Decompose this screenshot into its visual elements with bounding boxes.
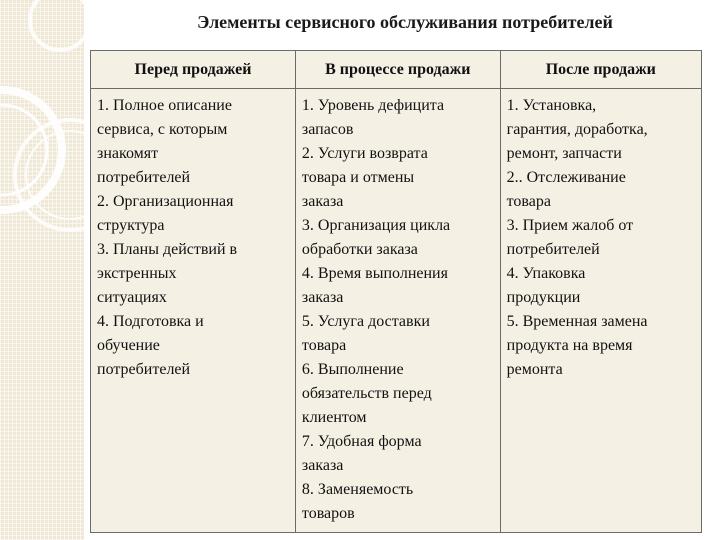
cell-line: 8. Заменяемость (301, 481, 414, 498)
cell-line: 5. Услуга доставки (301, 313, 430, 330)
cell-line: заказа (301, 457, 344, 474)
cell-line: ремонт, запчасти (506, 145, 622, 162)
column-header-before-sale: Перед продажей (91, 51, 296, 89)
cell-line: 7. Удобная форма (301, 433, 422, 450)
cell-line: товаров (301, 505, 355, 522)
cell-line: 3. Планы действий в (97, 241, 238, 258)
cell-line: 3. Организация цикла (301, 217, 451, 234)
cell-line: товара (301, 337, 347, 354)
cell-line: клиентом (301, 409, 367, 426)
cell-line: 1. Полное описание (97, 97, 232, 114)
cell-line: потребителей (97, 361, 191, 378)
cell-after-sale (500, 89, 701, 533)
cell-line: гарантия, доработка, (506, 121, 648, 138)
cell-line: 5. Временная замена (506, 313, 648, 330)
column-header-after-sale: После продажи (500, 51, 701, 89)
cell-line: потребителей (97, 169, 191, 186)
cell-line: продукта на время (506, 337, 633, 354)
cell-line: 1. Уровень дефицита (301, 97, 445, 114)
cell-line: экстренных (97, 265, 177, 282)
cell-line: ситуациях (97, 289, 167, 306)
table-row (91, 89, 702, 533)
cell-line: запасов (301, 121, 354, 138)
cell-line: обязательств перед (301, 385, 432, 402)
cell-during-sale (295, 89, 500, 533)
cell-line: 3. Прием жалоб от (506, 217, 634, 234)
cell-line: структура (97, 217, 165, 234)
cell-line: продукции (506, 289, 581, 306)
cell-line: 2.. Отслеживание (506, 169, 626, 186)
cell-line: сервиса, с которым (97, 121, 228, 138)
cell-line: 4. Время выполнения (301, 265, 448, 282)
cell-line: ремонта (506, 361, 563, 378)
cell-before-sale (91, 89, 296, 533)
decorative-left-strip (0, 0, 84, 540)
table-header-row (91, 51, 702, 89)
cell-line: товара (506, 193, 551, 210)
cell-line: 4. Подготовка и (97, 313, 204, 330)
page-title: Элементы сервисного обслуживания потребителей (197, 12, 613, 32)
cell-line: товара и отмены (301, 169, 415, 186)
cell-line: 1. Установка, (506, 97, 597, 114)
cell-line: 2. Услуги возврата (301, 145, 428, 162)
column-header-during-sale: В процессе продажи (295, 51, 500, 89)
cell-line: потребителей (506, 241, 600, 258)
cell-line: 4. Упаковка (506, 265, 586, 282)
cell-line: заказа (301, 193, 344, 210)
cell-line: обработки заказа (301, 241, 418, 258)
cell-line: 2. Организационная (97, 193, 234, 210)
cell-line: знакомят (97, 145, 159, 162)
cell-line: обучение (97, 337, 160, 354)
cell-line: заказа (301, 289, 344, 306)
cell-line: 6. Выполнение (301, 361, 404, 378)
decorative-circles-icon (0, 0, 84, 540)
service-elements-table (90, 50, 702, 533)
